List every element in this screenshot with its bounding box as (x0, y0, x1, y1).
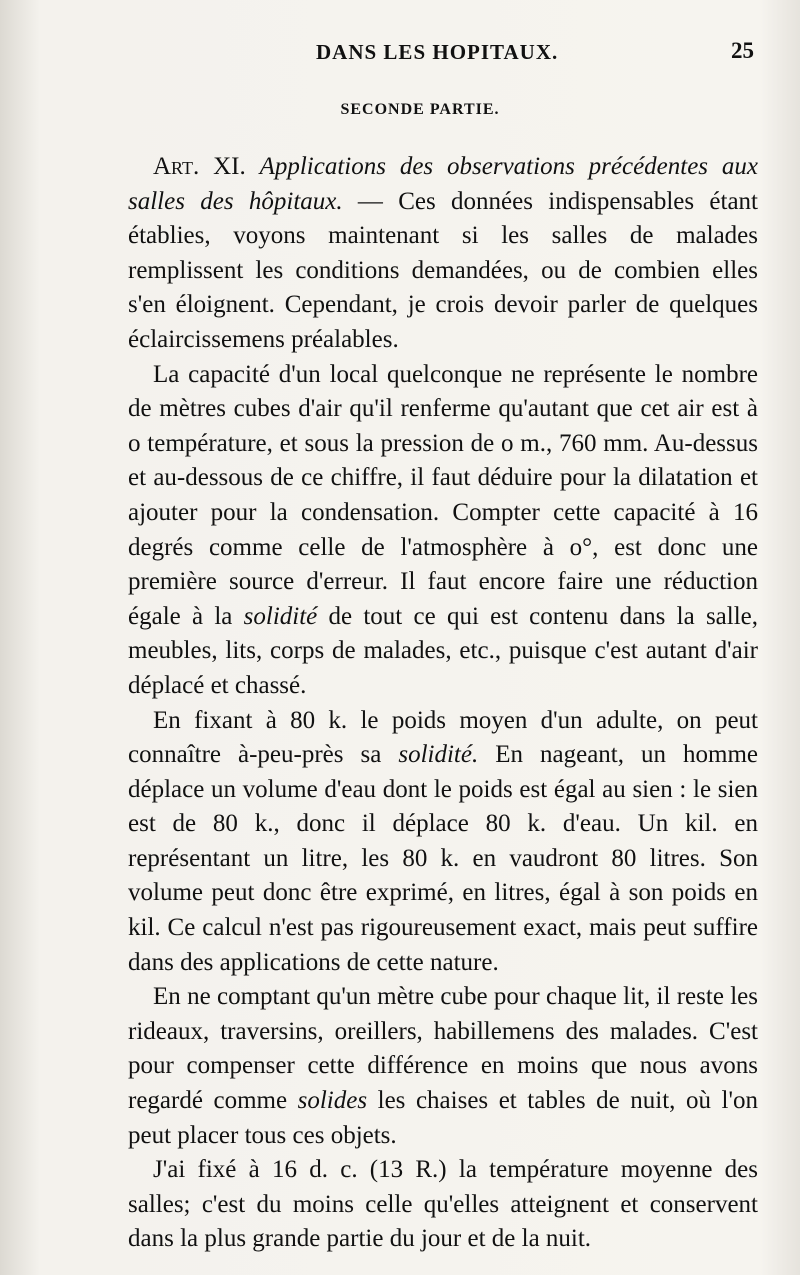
p2-text: La capacité d'un local quelconque ne représente le nombre de mètres cubes d'air qu'il renferme qu'autant que cet air est à o température, et sous la pression de o m., 760 mm. Au-dessus et au-dessous de ce chiffre, il faut déduire pour la dilatation et ajouter pour la condensation. Compter cette capacité à 16 degrés comme celle de l'atmosphère à o°, est donc une première source d'erreur. Il faut encore faire une réduction égale à la (128, 360, 758, 630)
page-number: 25 (731, 38, 754, 63)
p2-end: de tout ce qui est contenu dans la salle, meubles, lits, corps de malades, etc., puisque c'est autant d'air déplacé et chassé. (128, 602, 759, 699)
paragraph-weight (128, 704, 758, 981)
running-head (130, 36, 760, 76)
article-title: Applications des observations précédentes aux salles des hôpitaux. (128, 153, 758, 215)
p4-italic: solides (297, 1087, 368, 1115)
paragraph-beds (128, 980, 758, 1153)
p2-italic: solidité (243, 602, 318, 630)
p3-italic: solidité. (398, 741, 479, 769)
part-heading: SECONDE PARTIE. (340, 101, 500, 118)
p3-end: En nageant, un homme déplace un volume d'eau dont le poids est égal au sien : le sien est de 80 k., donc il déplace 80 k. d'eau. Un kil. en représentant un litre, les 80 k. en vaudront 80 litres. Son volume peut donc être exprimé, en litres, égal à son poids en kil. Ce calcul n'est pas rigoureusement exact, mais peut suffire dans des applications de cette nature. (128, 741, 758, 976)
p4-end: les chaises et tables de nuit, où l'on peut placer tous ces objets. (128, 1087, 758, 1149)
article-text: — Ces données indispensables étant établies, voyons maintenant si les salles de malades remplissent les conditions demandées, ou de combien elles s'en éloignent. Cependant, je crois devoir parler de quelques éclaircissemens préalables. (128, 187, 758, 353)
article-label: Art. XI. (153, 153, 246, 180)
running-title: DANS LES HOPITAUX. (316, 40, 559, 64)
p3-start: En fixant à 80 k. le poids moyen d'un adulte, on peut connaître à-peu-près sa (128, 706, 758, 769)
paragraph-capacity (128, 358, 758, 704)
paragraph-article (128, 150, 758, 358)
paragraph-temperature: J'ai fixé à 16 d. c. (13 R.) la température moyenne des salles; c'est du moins celle qu'elles atteignent et conservent dans la plus grande partie du jour et de la nuit. (128, 1156, 758, 1253)
body-text (128, 150, 758, 1257)
p4-start: En ne comptant qu'un mètre cube pour chaque lit, il reste les rideaux, traversins, oreillers, habillemens des malades. C'est pour compenser cette différence en moins que nous avons regardé comme (128, 983, 758, 1115)
